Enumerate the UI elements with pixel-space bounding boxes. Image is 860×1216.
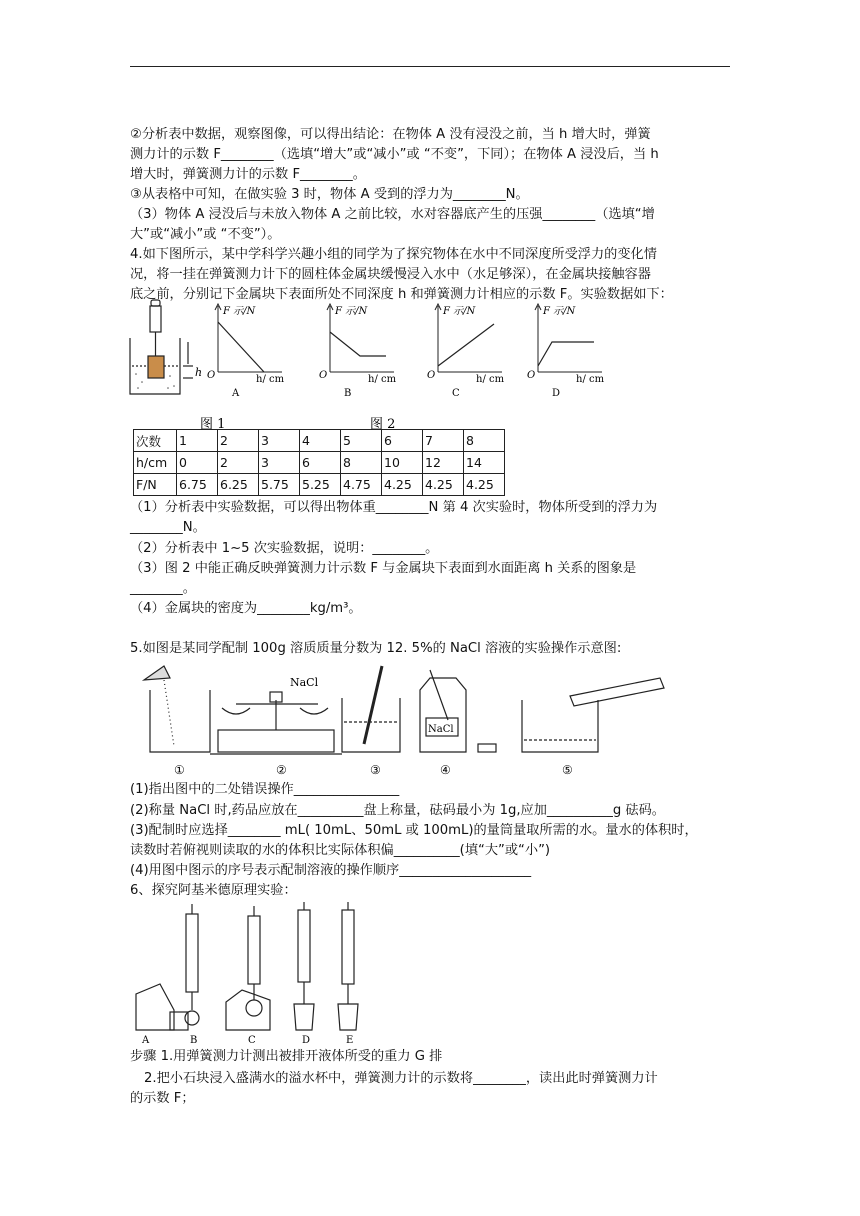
table-cell: 12 bbox=[423, 452, 464, 474]
text-line: 底之前，分别记下金属块下表面所处不同深度 h 和弹簧测力计相应的示数 F。实验数据如下： bbox=[130, 287, 673, 302]
table-cell: 5.25 bbox=[300, 474, 341, 496]
graph-line bbox=[538, 342, 594, 366]
text-line: （3）图 2 中能正确反映弹簧测力计示数 F 与金属块下表面到水面距离 h 关系的图象是 bbox=[130, 561, 637, 576]
table-cell: 4.75 bbox=[341, 474, 382, 496]
text-line: (2)称量 NaCl 时,药品应放在__________盘上称量，砝码最小为 1g,应加__________g 砝码。 bbox=[130, 803, 665, 818]
data-table bbox=[133, 429, 505, 496]
graph-ylabel: F 示/N bbox=[335, 306, 368, 317]
graph-line bbox=[330, 332, 386, 356]
graph-xlabel: h/ cm bbox=[256, 374, 285, 385]
graphs-group bbox=[207, 304, 605, 399]
text-line: 2.把小石块浸入盛满水的溢水杯中，弹簧测力计的示数将________，读出此时弹簧测力计 bbox=[144, 1071, 658, 1086]
graph-line bbox=[218, 322, 264, 372]
graph-origin: O bbox=[427, 370, 436, 381]
text-line: 步骤 1.用弹簧测力计测出被排开液体所受的重力 G 排 bbox=[130, 1049, 443, 1064]
beaker-apparatus bbox=[130, 300, 193, 394]
text-line: （4）金属块的密度为________kg/m³。 bbox=[130, 601, 362, 616]
graph-xlabel: h/ cm bbox=[476, 374, 505, 385]
text-line: （1）分析表中实验数据，可以得出物体重________N 第 4 次实验时，物体所受到的浮力为 bbox=[130, 500, 658, 515]
table-cell: 2 bbox=[218, 452, 259, 474]
table-row bbox=[134, 430, 505, 452]
graph-origin: O bbox=[319, 370, 328, 381]
table-cell: 6 bbox=[382, 430, 423, 452]
table-cell: 3 bbox=[259, 452, 300, 474]
table-cell: 5 bbox=[341, 430, 382, 452]
step-label: ④ bbox=[440, 763, 451, 777]
text-line: （3）物体 A 浸没后与未放入物体 A 之前比较，水对容器底产生的压强________（选填“增 bbox=[130, 207, 655, 222]
step-label: ① bbox=[174, 763, 185, 777]
graph-xlabel: h/ cm bbox=[368, 374, 397, 385]
table-cell: 7 bbox=[423, 430, 464, 452]
figure-5-labels bbox=[174, 763, 573, 777]
figure-6 bbox=[130, 900, 370, 1046]
graph-letter: C bbox=[452, 388, 460, 399]
table-cell: 6.25 bbox=[218, 474, 259, 496]
table-cell: 4.25 bbox=[464, 474, 505, 496]
table-cell: 0 bbox=[177, 452, 218, 474]
graph-origin: O bbox=[527, 370, 536, 381]
table-cell: 5.75 bbox=[259, 474, 300, 496]
archimedes-apparatus bbox=[136, 902, 358, 1030]
text-line: ________。 bbox=[130, 581, 196, 596]
table-cell: 1 bbox=[177, 430, 218, 452]
question-4-heading: 4.如下图所示，某中学科学兴趣小组的同学为了探究物体在水中不同深度所受浮力的变化情 bbox=[130, 247, 657, 262]
table-cell: 10 bbox=[382, 452, 423, 474]
table-cell: 6 bbox=[300, 452, 341, 474]
figure-5 bbox=[130, 660, 670, 778]
figure-2-caption: 图 2 bbox=[370, 417, 396, 430]
question-5-heading: 5.如图是某同学配制 100g 溶质质量分数为 12. 5%的 NaCl 溶液的实验操作示意图: bbox=[130, 641, 622, 656]
apparatus-label: D bbox=[302, 1035, 311, 1046]
beaker-5-illustration bbox=[522, 678, 664, 752]
text-line: ②分析表中数据，观察图像，可以得出结论：在物体 A 没有浸没之前，当 h 增大时，弹簧 bbox=[130, 127, 651, 142]
graph-C bbox=[427, 304, 505, 399]
apparatus-label: A bbox=[142, 1035, 150, 1046]
text-line: (4)用图中图示的序号表示配制溶液的操作顺序____________________ bbox=[130, 863, 532, 878]
table-cell: 14 bbox=[464, 452, 505, 474]
text-line: 测力计的示数 F________（选填“增大”或“减小”或 “不变”，下同）；在物体 A 浸没后，当 h bbox=[130, 147, 659, 162]
table-cell: 4 bbox=[300, 430, 341, 452]
text-line: (3)配制时应选择________ mL( 10mL、50mL 或 100mL)的量筒量取所需的水。量水的体积时， bbox=[130, 823, 698, 838]
table-row bbox=[134, 474, 505, 496]
header-rule bbox=[130, 66, 730, 67]
figure-6-labels bbox=[141, 1035, 353, 1046]
text-line: 读数时若俯视则读取的水的体积比实际体积偏__________(填“大”或“小”) bbox=[130, 843, 551, 858]
graph-letter: D bbox=[552, 388, 561, 399]
apparatus-label: B bbox=[190, 1035, 198, 1046]
text-line: 况，将一挂在弹簧测力计下的圆柱体金属块缓慢浸入水中（水足够深），在金属块接触容器 bbox=[130, 267, 651, 282]
graph-ylabel: F 示/N bbox=[223, 306, 256, 317]
graph-origin: O bbox=[207, 370, 216, 381]
step-label: ② bbox=[276, 763, 287, 777]
table-cell: F/N bbox=[134, 474, 177, 496]
figure-1-2 bbox=[120, 298, 610, 430]
step-label: ③ bbox=[370, 763, 381, 777]
bottle-illustration bbox=[420, 670, 496, 752]
beaker-3-illustration bbox=[342, 666, 400, 752]
graph-letter: A bbox=[232, 388, 240, 399]
table-cell: 8 bbox=[464, 430, 505, 452]
question-6-heading: 6、探究阿基米德原理实验： bbox=[130, 883, 297, 898]
table-cell: 2 bbox=[218, 430, 259, 452]
graph-ylabel: F 示/N bbox=[543, 306, 576, 317]
apparatus-label: E bbox=[346, 1035, 354, 1046]
text-line: 的示数 F； bbox=[130, 1091, 195, 1106]
graph-line bbox=[438, 324, 494, 366]
graph-xlabel: h/ cm bbox=[576, 374, 605, 385]
text-line: 大”或“减小”或 “不变”）。 bbox=[130, 227, 281, 242]
text-line: (1)指出图中的二处错误操作________________ bbox=[130, 782, 400, 797]
table-cell: 6.75 bbox=[177, 474, 218, 496]
graph-D bbox=[527, 304, 605, 399]
table-cell: 8 bbox=[341, 452, 382, 474]
graph-B bbox=[319, 304, 397, 399]
text-line: （2）分析表中 1~5 次实验数据，说明：________。 bbox=[130, 541, 439, 556]
text-line: ________N。 bbox=[130, 520, 206, 535]
apparatus-label: C bbox=[248, 1035, 256, 1046]
graph-ylabel: F 示/N bbox=[443, 306, 476, 317]
step-label: ⑤ bbox=[562, 763, 573, 777]
table-cell: 4.25 bbox=[382, 474, 423, 496]
table-cell: 4.25 bbox=[423, 474, 464, 496]
text-line: 增大时，弹簧测力计的示数 F________。 bbox=[130, 167, 366, 182]
h-label: h bbox=[195, 366, 203, 379]
graph-letter: B bbox=[344, 388, 352, 399]
figure-1-caption: 图 1 bbox=[200, 417, 226, 430]
graph-A bbox=[207, 304, 285, 399]
table-cell: 3 bbox=[259, 430, 300, 452]
table-cell: 次数 bbox=[134, 430, 177, 452]
table-cell: h/cm bbox=[134, 452, 177, 474]
beaker-1-illustration bbox=[144, 666, 210, 752]
balance-illustration bbox=[210, 692, 342, 754]
nacl-bottle-label: NaCl bbox=[428, 724, 454, 735]
table-row bbox=[134, 452, 505, 474]
nacl-pan-label: NaCl bbox=[290, 676, 319, 689]
text-line: ③从表格中可知，在做实验 3 时，物体 A 受到的浮力为________N。 bbox=[130, 187, 529, 202]
